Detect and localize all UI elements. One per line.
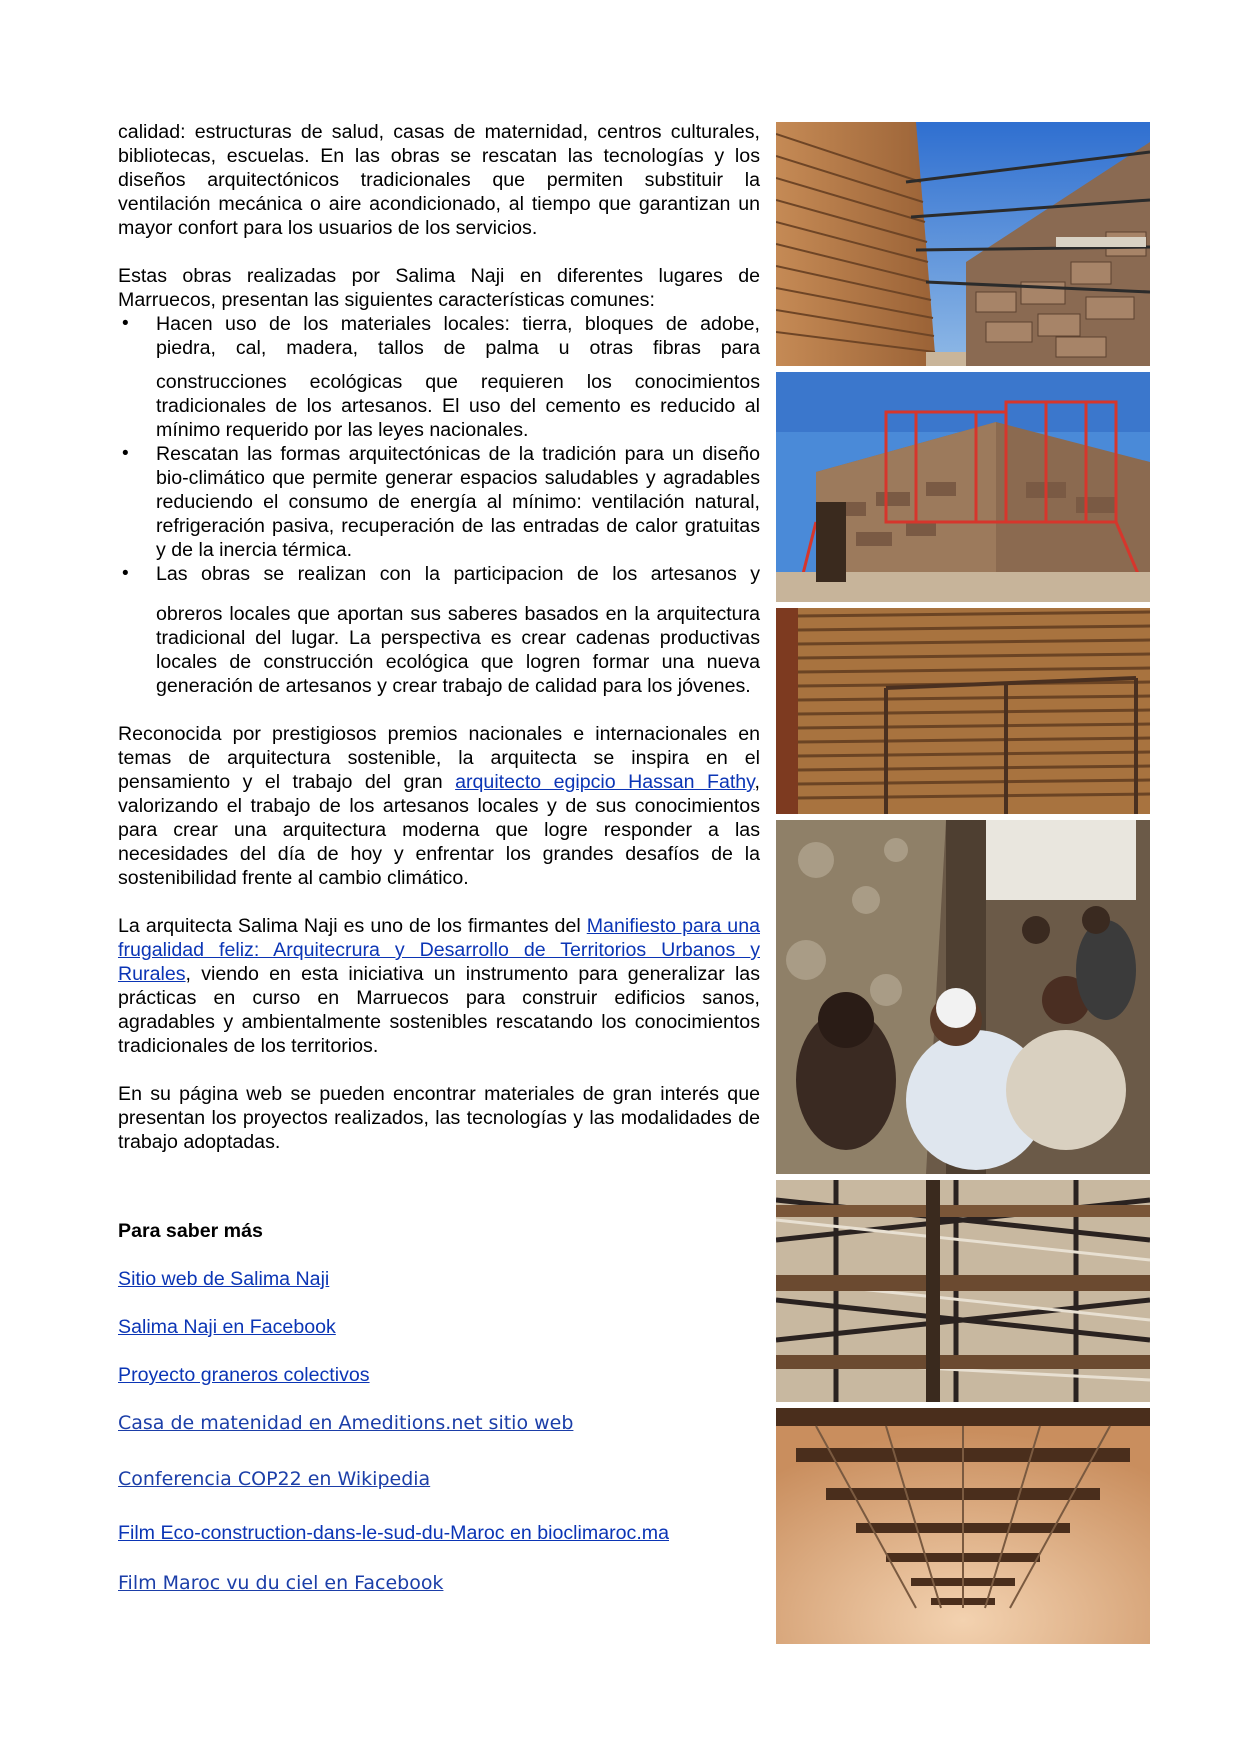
bullet-text: Hacen uso de los materiales locales: tierra, bloques de adobe, piedra, cal, madera, tallos de palma u otras fibras para [156, 313, 760, 359]
eco-construction-film-link[interactable]: Film Eco-construction-dans-le-sud-du-Maroc en bioclimaroc.ma [118, 1522, 669, 1544]
photo-wooden-beams-image [776, 1408, 1150, 1644]
bullet-text-continued: obreros locales que aportan sus saberes basados en la arquitectura tradicional del lugar. La perspectiva es crear cadenas productivas locales de construcción ecológica que logren formar una nueva generación de artesanos y crear trabajo de calidad para los jóvenes. [156, 603, 760, 697]
paragraph-recognition [118, 722, 760, 890]
article-body [118, 120, 760, 1154]
list-item [118, 562, 760, 698]
bullet-text: Rescatan las formas arquitectónicas de la tradición para un diseño bio-climático que permite generar espacios saludables y agradables reduciendo el consumo de energía al mínimo: ventilación natural, refrigeración pasiva, recuperación de las entradas de calor gratuitas y de la inercia térmica. [156, 443, 760, 561]
maroc-vu-du-ciel-link[interactable]: Film Maroc vu du ciel en Facebook [118, 1572, 444, 1594]
list-item [118, 312, 760, 442]
photo-meeting-interior [776, 820, 1150, 1174]
photo-wooden-slats-image [776, 608, 1150, 814]
heading-text: más [223, 1220, 263, 1242]
bullet-icon: • [122, 313, 129, 334]
heading-text: Para saber [118, 1220, 224, 1242]
photo-construction-site [776, 372, 1150, 602]
list-item [118, 442, 760, 562]
paragraph-manifesto [118, 914, 760, 1058]
photo-louvers-corridor [776, 122, 1150, 366]
salima-naji-facebook-link[interactable]: Salima Naji en Facebook [118, 1316, 336, 1338]
photo-louvers-corridor-image [776, 122, 1150, 366]
bullet-icon: • [122, 443, 129, 464]
bullet-text-continued: construcciones ecológicas que requieren los conocimientos tradicionales de los artesanos. El uso del cemento es reducido al mínimo requerido por las leyes nacionales. [156, 371, 760, 441]
photo-painted-ceiling-image [776, 1180, 1150, 1402]
photo-wooden-slats [776, 608, 1150, 814]
paragraph-website: En su página web se pueden encontrar materiales de gran interés que presentan los proyectos realizados, las tecnologías y las modalidades de trabajo adoptadas. [118, 1083, 760, 1153]
photo-wooden-beams [776, 1408, 1150, 1644]
hassan-fathy-link[interactable]: arquitecto egipcio Hassan Fathy [455, 771, 755, 793]
photo-painted-ceiling [776, 1180, 1150, 1402]
text-run: , valorizando el trabajo de los artesanos locales y de sus conocimientos para crear una arquitectura moderna que logre responder a las necesidades del día de hoy y enfrentar los grandes desafíos de la sostenibilidad frente al cambio climático. [118, 771, 760, 889]
salima-naji-website-link[interactable]: Sitio web de Salima Naji [118, 1268, 330, 1290]
maternity-house-link[interactable]: Casa de matenidad en Ameditions.net sitio web [118, 1412, 574, 1434]
bullet-icon: • [122, 563, 129, 584]
text-run: Reconocida por prestigiosos premios nacionales e internacionales en temas de arquitectura sostenible, la arquitecta se inspira en el pensamiento y el trabajo del gran [118, 723, 760, 793]
text-run: La arquitecta Salima Naji es uno de los firmantes del [118, 915, 587, 937]
granaries-project-link[interactable]: Proyecto graneros colectivos [118, 1364, 370, 1386]
paragraph-intro: calidad: estructuras de salud, casas de maternidad, centros culturales, bibliotecas, escuelas. En las obras se rescatan las tecnologías y los diseños arquitectónicos tradicionales que permiten substituir la ventilación mecánica o aire acondicionado, al tiempo que garantizan un mayor confort para los usuarios de los servicios. [118, 121, 760, 239]
paragraph-characteristics: Estas obras realizadas por Salima Naji en diferentes lugares de Marruecos, presentan las siguientes características comunes: [118, 265, 760, 311]
manifesto-link[interactable]: Manifiesto para una frugalidad feliz: Arquitecrura y Desarrollo de Territorios Urbanos y Rurales [118, 915, 760, 985]
photo-construction-site-image [776, 372, 1150, 602]
cop22-wikipedia-link[interactable]: Conferencia COP22 en Wikipedia [118, 1468, 431, 1490]
text-run: , viendo en esta iniciativa un instrumento para generalizar las prácticas en curso en Marruecos para construir edificios sanos, agradables y ambientalmente sostenibles rescatando los conocimientos tradicionales de los territorios. [118, 963, 760, 1057]
section-heading [118, 1220, 263, 1243]
photo-meeting-interior-image [776, 820, 1150, 1174]
bullet-text: Las obras se realizan con la participacion de los artesanos y [156, 563, 760, 585]
